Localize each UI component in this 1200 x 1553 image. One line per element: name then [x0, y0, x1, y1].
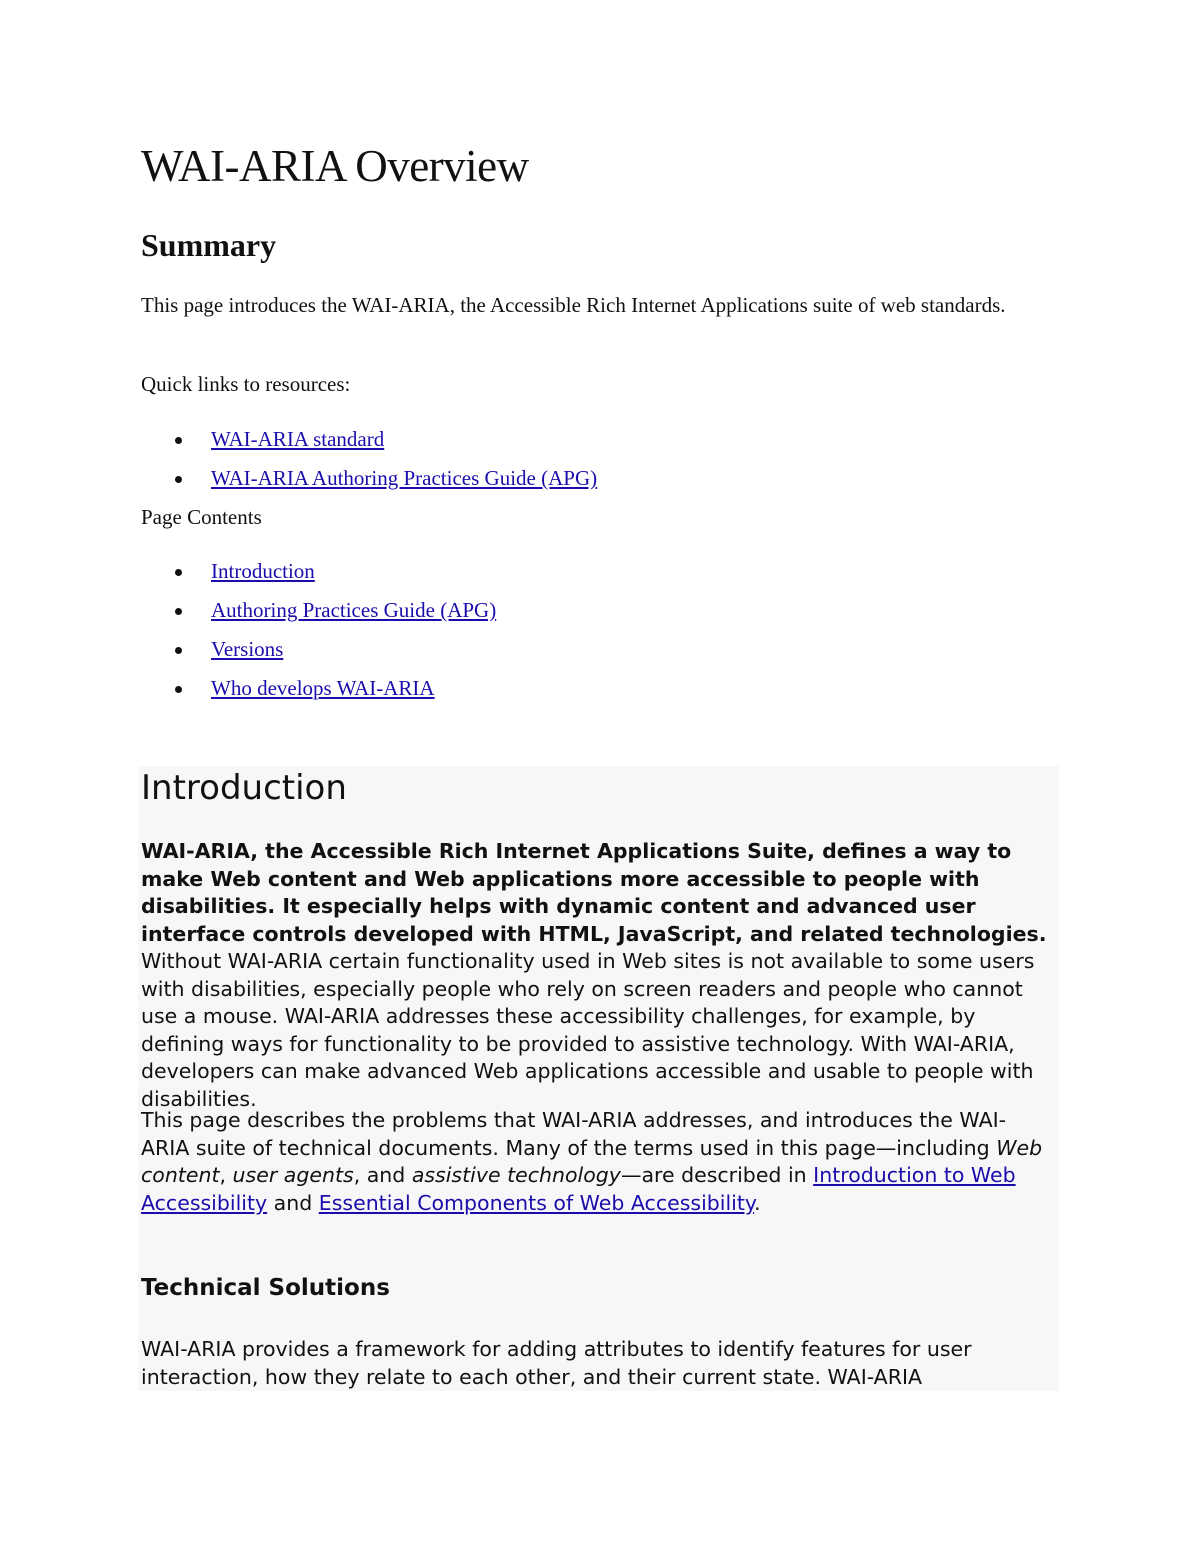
paragraph-text: and [267, 1190, 319, 1215]
link-wai-aria-standard[interactable]: WAI-ARIA standard [211, 427, 385, 451]
page-title: WAI-ARIA Overview [141, 141, 529, 191]
bullet-icon [175, 608, 182, 615]
paragraph-text: , [219, 1163, 233, 1187]
bullet-icon [175, 647, 182, 654]
link-versions[interactable]: Versions [211, 637, 284, 661]
link-intro-web-accessibility[interactable]: Introduction to Web Accessibility [141, 1163, 1016, 1215]
link-apg[interactable]: WAI-ARIA Authoring Practices Guide (APG) [211, 466, 598, 490]
introduction-bold-text: WAI-ARIA, the Accessible Rich Internet Applications Suite, defines a way to make Web content and Web applications more accessible to people with disabilities. It especially helps with dynamic content and advanced user interface controls developed with HTML, JavaScript, and related technologies. [141, 839, 1047, 946]
bullet-icon [175, 476, 182, 483]
quick-links-label: Quick links to resources: [141, 372, 351, 396]
summary-text: This page introduces the WAI-ARIA, the Accessible Rich Internet Applications suite of web standards. [141, 293, 1006, 317]
bullet-icon [175, 569, 182, 576]
technical-solutions-heading: Technical Solutions [141, 1275, 390, 1301]
link-authoring-practices[interactable]: Authoring Practices Guide (APG) [211, 598, 497, 622]
paragraph-text: This page describes the problems that WAI-ARIA addresses, and introduces the WAI-ARIA suite of technical documents. Many of the terms used in this page—including [141, 1108, 1007, 1160]
bullet-icon [175, 437, 182, 444]
list-item [141, 675, 1041, 714]
quick-links-list [141, 426, 1041, 504]
paragraph-text: , and [353, 1163, 412, 1187]
page-contents-label: Page Contents [141, 505, 262, 529]
page-contents-list [141, 558, 1041, 714]
technical-solutions-text: WAI-ARIA provides a framework for adding attributes to identify features for user interaction, how they relate to each other, and their current state. WAI-ARIA [141, 1337, 972, 1389]
link-introduction[interactable]: Introduction [211, 559, 315, 583]
link-who-develops[interactable]: Who develops WAI-ARIA [211, 676, 435, 700]
introduction-text: Without WAI-ARIA certain functionality used in Web sites is not available to some users with disabilities, especially people who rely on screen readers and people who cannot use a mouse. WAI-ARIA addresses these accessibility challenges, for example, by defining ways for functionality to be provided to assistive technology. With WAI-ARIA, developers can make advanced Web applications accessible and usable to people with disabilities. [141, 949, 1035, 1111]
list-item [141, 558, 1041, 597]
link-essential-components[interactable]: Essential Components of Web Accessibility [318, 1190, 755, 1215]
list-item [141, 597, 1041, 636]
introduction-paragraph-1 [141, 838, 1051, 1113]
list-item [141, 636, 1041, 675]
introduction-paragraph-2 [141, 1107, 1051, 1217]
bullet-icon [175, 686, 182, 693]
introduction-heading: Introduction [141, 768, 347, 808]
paragraph-text: —are described in [620, 1163, 814, 1187]
list-item [141, 465, 1041, 504]
list-item [141, 426, 1041, 465]
summary-heading: Summary [141, 227, 277, 263]
paragraph-text: . [754, 1190, 761, 1215]
term-user-agents: user agents [232, 1163, 354, 1187]
term-web-content: Web content [141, 1135, 1043, 1187]
term-assistive-technology: assistive technology [411, 1163, 621, 1187]
